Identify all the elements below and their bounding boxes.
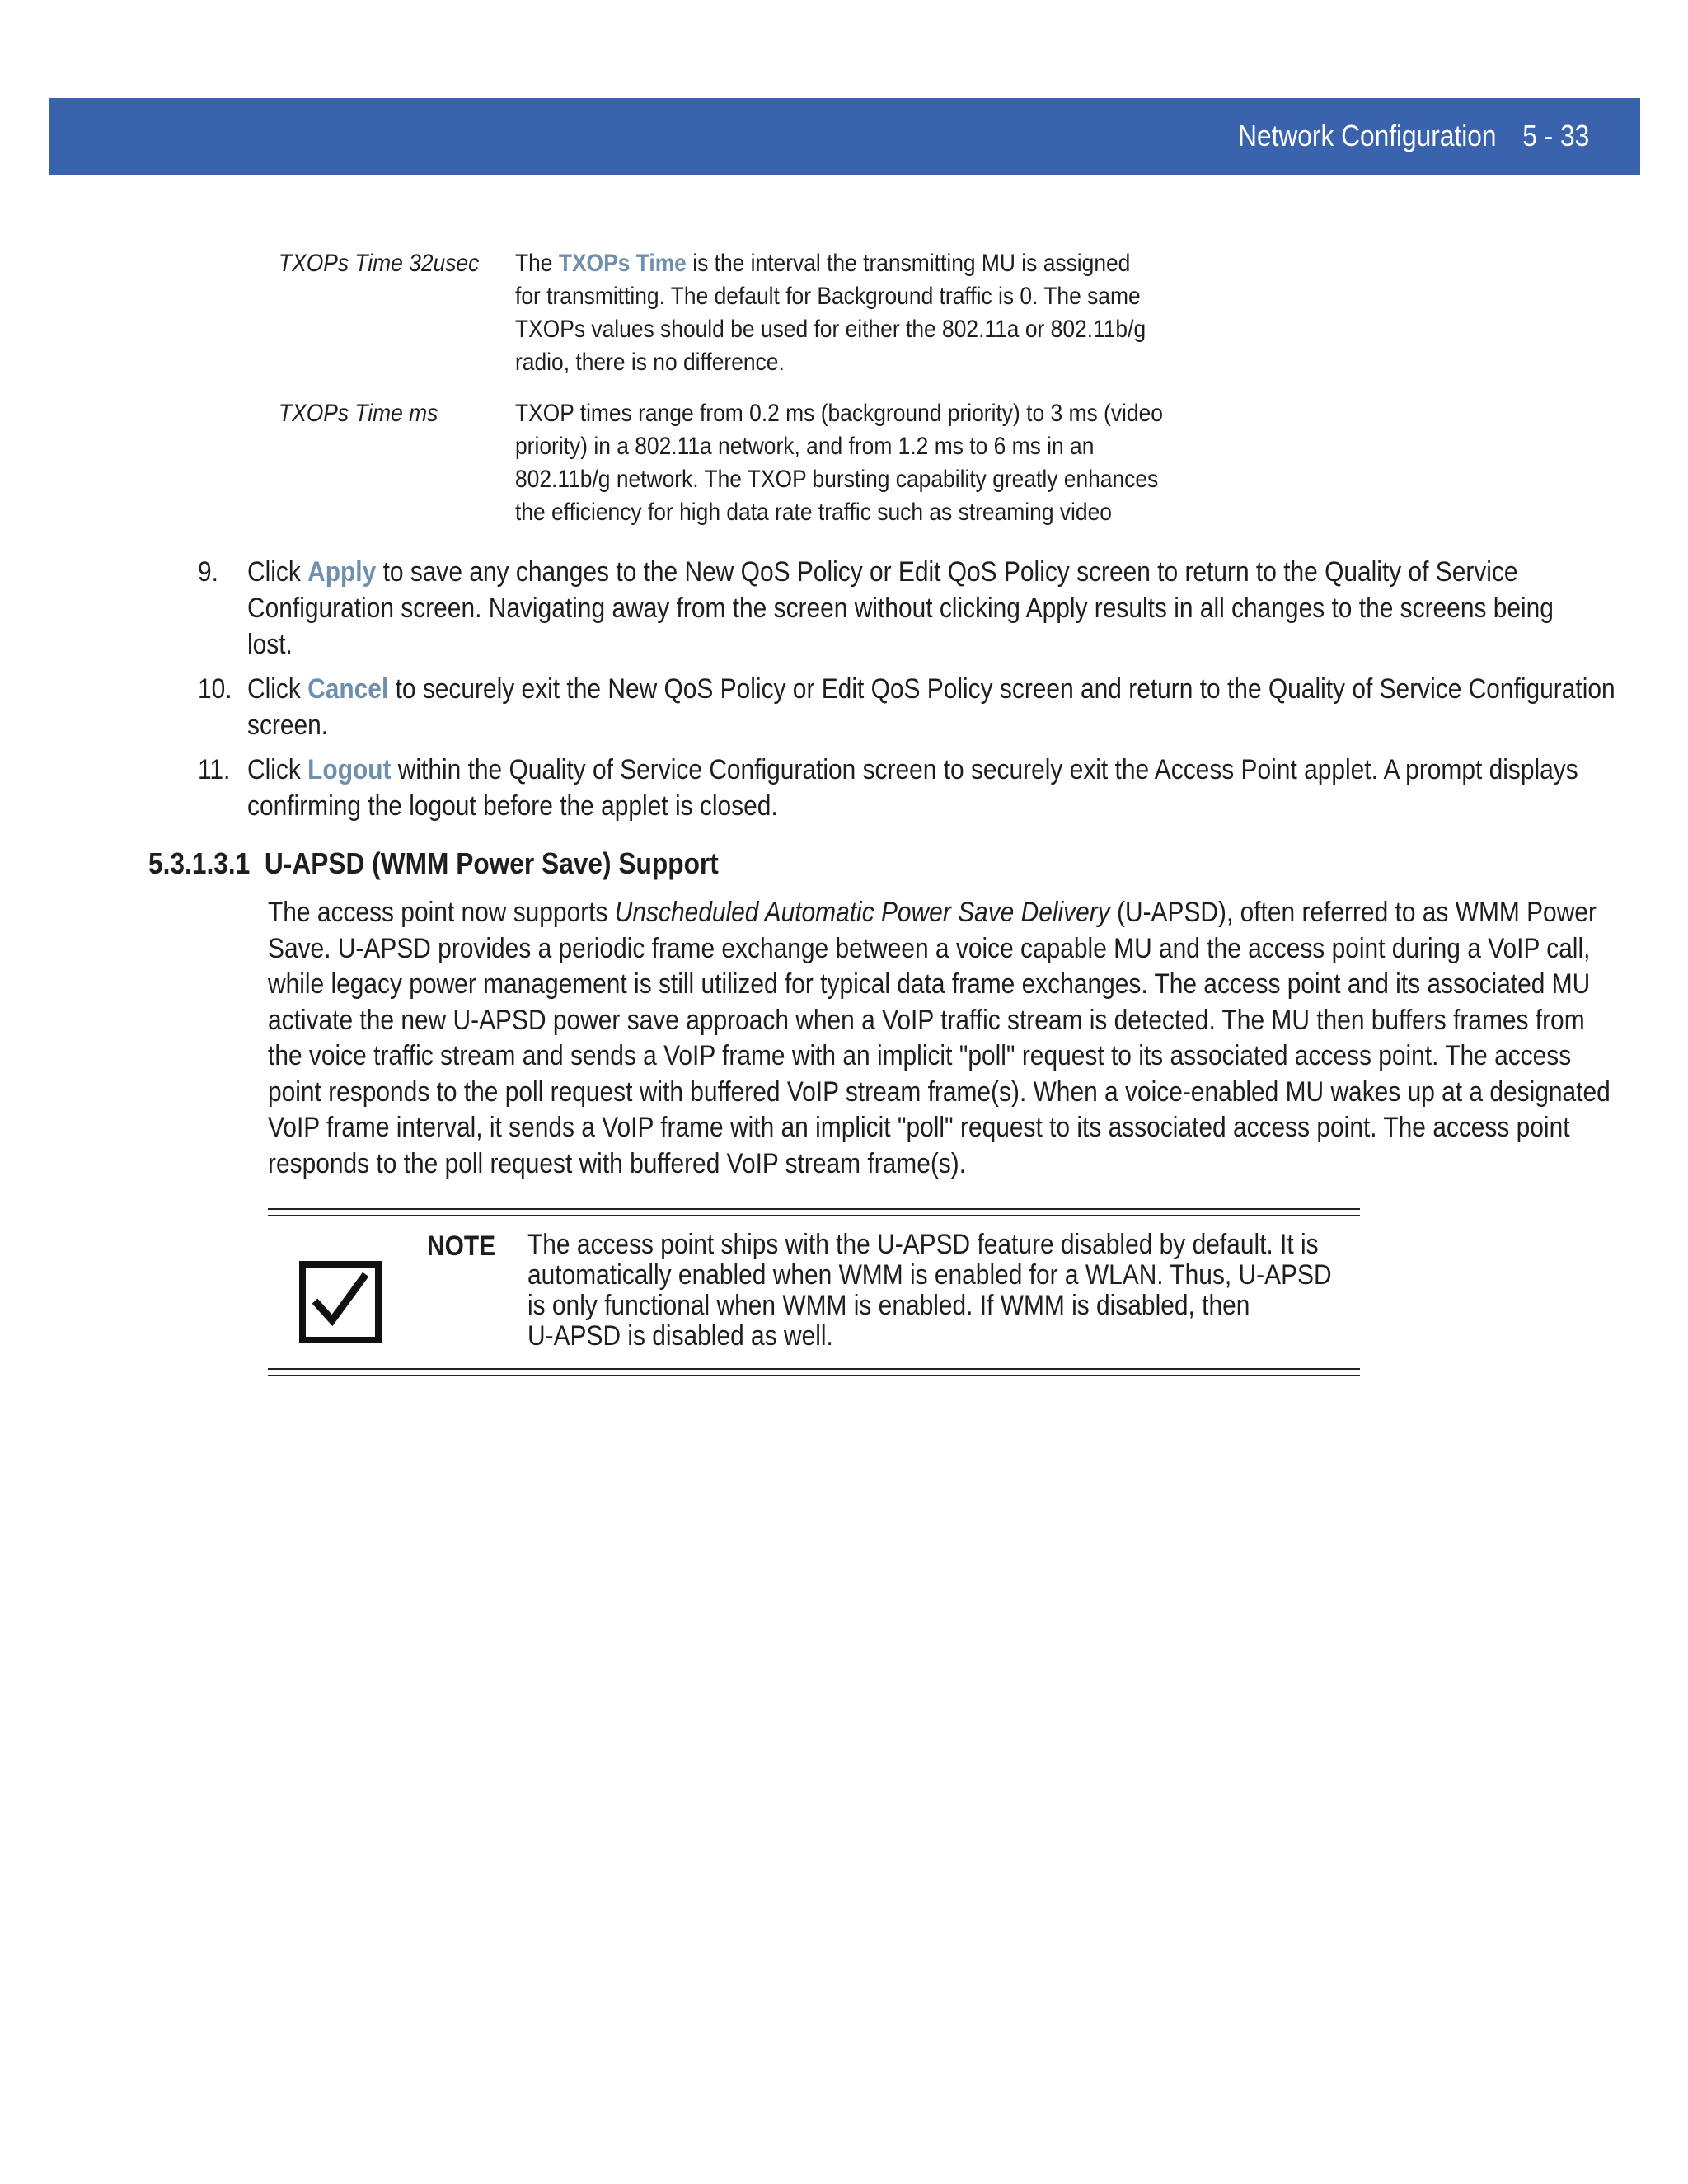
body-line: activate the new U-APSD power save approach when a VoIP traffic stream is detected. The MU then buffers frames from — [268, 1004, 1585, 1036]
param-name: TXOPs Time 32usec — [279, 250, 480, 277]
step-line — [247, 554, 1654, 590]
param-description — [515, 397, 1163, 529]
step-line: confirming the logout before the applet is closed. — [247, 790, 778, 822]
note-line: The access point ships with the U-APSD feature disabled by default. It is — [528, 1229, 1319, 1260]
checkmark-icon — [299, 1261, 382, 1343]
step-text — [247, 554, 1654, 663]
param-desc-line — [515, 247, 1160, 280]
step-prefix: Click — [247, 754, 308, 785]
step-prefix: Click — [247, 556, 308, 588]
step-rest: within the Quality of Service Configuration screen to securely exit the Access Point applet. A prompt displays — [391, 754, 1578, 785]
section-number: 5.3.1.3.1 — [148, 846, 251, 880]
body-line: point responds to the poll request with buffered VoIP stream frame(s). When a voice-enabled MU wakes up at a designated — [268, 1076, 1611, 1108]
step-9 — [198, 554, 1582, 663]
step-number: 9. — [198, 556, 218, 588]
note-line: automatically enabled when WMM is enabled for a WLAN. Thus, U-APSD — [528, 1259, 1332, 1291]
note-box — [268, 1208, 1360, 1376]
body-line: VoIP frame interval, it sends a VoIP frame with an implicit "poll" request to its associated access point. The access point — [268, 1112, 1570, 1143]
step-11 — [198, 752, 1582, 824]
body-prefix: The access point now supports — [268, 897, 615, 928]
body-line: while legacy power management is still utilized for typical data frame exchanges. The access point and its associated MU — [268, 968, 1591, 1000]
body-rest: (U-APSD), often referred to as WMM Power — [1109, 897, 1597, 928]
desc-prefix: The — [515, 250, 559, 277]
body-line: responds to the poll request with buffered VoIP stream frame(s). — [268, 1147, 967, 1179]
body-line: the voice traffic stream and sends a VoIP frame with an implicit "poll" request to its associated access point. The access — [268, 1040, 1572, 1071]
note-text — [528, 1230, 1332, 1352]
step-text — [247, 752, 1654, 824]
param-description — [515, 247, 1160, 379]
step-line: lost. — [247, 629, 293, 660]
section-title: U-APSD (WMM Power Save) Support — [264, 846, 719, 880]
note-bottom-rule — [268, 1375, 1360, 1376]
step-line — [247, 752, 1654, 788]
step-rest: to save any changes to the New QoS Policy or Edit QoS Policy screen to return to the Quality of Service — [376, 556, 1518, 588]
section-title: Network Configuration — [1237, 119, 1497, 152]
param-desc-line: the efficiency for high data rate traffic such as streaming video — [515, 499, 1112, 526]
note-line: U-APSD is disabled as well. — [528, 1320, 833, 1352]
note-label: NOTE — [427, 1230, 496, 1262]
desc-rest: is the interval the transmitting MU is assigned — [686, 250, 1131, 277]
page-number: 5 - 33 — [1522, 119, 1589, 152]
step-line — [247, 671, 1654, 707]
param-desc-line: 802.11b/g network. The TXOP bursting capability greatly enhances — [515, 466, 1159, 493]
step-line: screen. — [247, 710, 329, 741]
emphasized-term: Unscheduled Automatic Power Save Delivery — [614, 897, 1110, 928]
note-line: is only functional when WMM is enabled. If WMM is disabled, then — [528, 1290, 1250, 1321]
step-number: 10. — [198, 673, 232, 705]
note-top-rule-inner — [268, 1215, 1360, 1216]
page-header-bar — [49, 98, 1640, 175]
param-desc-line: priority) in a 802.11a network, and from 1.2 ms to 6 ms in an — [515, 433, 1095, 460]
param-desc-line: TXOPs values should be used for either the 802.11a or 802.11b/g — [515, 316, 1146, 343]
step-text — [247, 671, 1654, 743]
param-desc-line: for transmitting. The default for Background traffic is 0. The same — [515, 283, 1141, 310]
step-line: Configuration screen. Navigating away from the screen without clicking Apply results in all changes to the screens being — [247, 593, 1554, 624]
steps-list — [198, 554, 1615, 832]
body-line — [268, 895, 1611, 931]
step-prefix: Click — [247, 673, 308, 705]
cancel-keyword: Cancel — [307, 673, 389, 705]
step-10 — [198, 671, 1615, 743]
param-desc-line: radio, there is no difference. — [515, 349, 785, 376]
logout-keyword: Logout — [307, 754, 392, 785]
step-rest: to securely exit the New QoS Policy or Edit QoS Policy screen and return to the Quality of Service Configuration — [388, 673, 1615, 705]
body-paragraph — [268, 895, 1611, 1182]
param-name: TXOPs Time ms — [279, 400, 438, 427]
body-line: Save. U-APSD provides a periodic frame exchange between a voice capable MU and the access point during a VoIP call, — [268, 932, 1591, 964]
txops-time-keyword: TXOPs Time — [558, 250, 687, 277]
step-number: 11. — [198, 754, 231, 785]
note-top-rule — [268, 1208, 1360, 1210]
running-header — [1238, 116, 1589, 156]
apply-keyword: Apply — [307, 556, 377, 588]
param-desc-line: TXOP times range from 0.2 ms (background priority) to 3 ms (video — [515, 400, 1163, 427]
note-bottom-rule-inner — [268, 1368, 1360, 1370]
section-heading — [148, 844, 719, 883]
